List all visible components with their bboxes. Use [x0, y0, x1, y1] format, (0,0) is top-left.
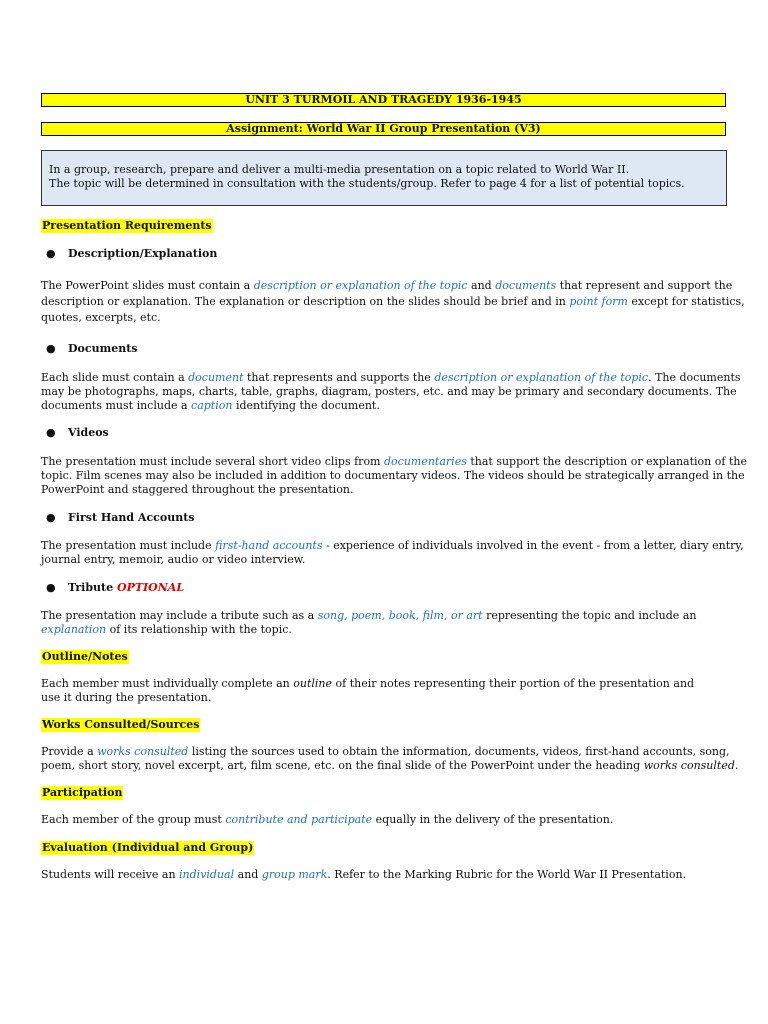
videos-heading: Videos — [68, 426, 109, 439]
emphasis: description or explanation of the topic — [253, 279, 468, 292]
documents-paragraph — [41, 371, 751, 413]
text: and — [234, 868, 262, 881]
bullet-icon: ● — [46, 511, 56, 524]
emphasis: documents — [495, 279, 557, 292]
firsthand-heading: First Hand Accounts — [68, 511, 195, 524]
emphasis: explanation — [41, 623, 107, 636]
emphasis: outline — [293, 677, 333, 690]
text: except for statistics, quotes, excerpts, etc. — [41, 295, 745, 324]
text: The presentation may include a tribute such as a — [41, 609, 318, 622]
text: - experience of individuals involved in the event - from a letter, diary entry, journal entry, memoir, audio or video interview. — [41, 539, 744, 566]
bullet-icon: ● — [46, 247, 56, 260]
emphasis: works consulted — [97, 745, 189, 758]
participation-paragraph — [41, 813, 751, 827]
evaluation-heading: Evaluation (Individual and Group) — [42, 841, 254, 854]
firsthand-paragraph — [41, 539, 751, 567]
documents-bullet — [46, 342, 137, 356]
emphasis: documentaries — [384, 455, 467, 468]
emphasis: caption — [191, 399, 233, 412]
outline-heading: Outline/Notes — [42, 650, 128, 663]
text: The presentation must include — [41, 539, 216, 552]
optional-label: OPTIONAL — [116, 581, 185, 594]
documents-heading: Documents — [68, 342, 138, 355]
text: Each member must individually complete an — [41, 677, 294, 690]
unit-title: UNIT 3 TURMOIL AND TRAGEDY 1936-1945 — [41, 93, 726, 107]
emphasis: description or explanation of the topic — [434, 371, 649, 384]
videos-paragraph — [41, 455, 751, 497]
evaluation-paragraph — [41, 868, 751, 882]
text: . — [734, 759, 739, 772]
tribute-heading: Tribute — [68, 581, 114, 594]
description-bullet — [46, 247, 217, 261]
intro-box — [41, 150, 727, 206]
bullet-icon: ● — [46, 581, 56, 594]
text: . Refer to the Marking Rubric for the World War II Presentation. — [327, 868, 687, 881]
emphasis: group mark — [261, 868, 328, 881]
text: that represents and supports the — [243, 371, 435, 384]
text: Each member of the group must — [41, 813, 226, 826]
text: Students will receive an — [41, 868, 180, 881]
emphasis: document — [188, 371, 244, 384]
emphasis: works consulted — [643, 759, 735, 772]
emphasis: point form — [569, 295, 628, 308]
text: listing the sources used to obtain the information, documents, videos, first-hand accounts, song, poem, short story, novel excerpt, art, film scene, etc. on the final slide of the PowerPoint under the heading — [41, 745, 730, 772]
emphasis: contribute and participate — [225, 813, 373, 826]
text: of its relationship with the topic. — [106, 623, 292, 636]
works-paragraph — [41, 745, 751, 773]
text: that represent and support the description or explanation. The explanation or description on the slides should be brief and in — [41, 279, 733, 308]
text: equally in the delivery of the presentation. — [372, 813, 614, 826]
outline-paragraph — [41, 677, 713, 705]
firsthand-bullet — [46, 511, 194, 525]
text: Each slide must contain a — [41, 371, 189, 384]
description-heading: Description/Explanation — [68, 247, 218, 260]
text: and — [467, 279, 496, 292]
description-paragraph — [41, 278, 751, 326]
text: representing the topic and include an — [482, 609, 697, 622]
emphasis: first-hand accounts — [215, 539, 323, 552]
videos-bullet — [46, 426, 109, 440]
tribute-bullet — [46, 581, 184, 595]
text: Provide a — [41, 745, 98, 758]
text: . The documents may be photographs, maps, charts, table, graphs, diagram, posters, etc. and may be primary and secondary documents. The documents must include a — [41, 371, 741, 412]
intro-line-1: In a group, research, prepare and deliver a multi-media presentation on a topic related to World War II. — [49, 163, 630, 176]
emphasis: song, poem, book, film, or art — [317, 609, 483, 622]
text: The PowerPoint slides must contain a — [41, 279, 254, 292]
participation-heading: Participation — [42, 786, 123, 799]
bullet-icon: ● — [46, 342, 56, 355]
text: identifying the document. — [232, 399, 380, 412]
bullet-icon: ● — [46, 426, 56, 439]
tribute-paragraph — [41, 609, 751, 637]
text: The presentation must include several short video clips from — [41, 455, 384, 468]
presentation-requirements-heading: Presentation Requirements — [42, 219, 212, 232]
text: that support the description or explanation of the topic. Film scenes may also be included in addition to documentary videos. The videos should be strategically arranged in the PowerPoint and staggered throughout the presentation. — [41, 455, 747, 496]
emphasis: individual — [179, 868, 235, 881]
intro-line-2: The topic will be determined in consultation with the students/group. Refer to page 4 for a list of potential topics. — [49, 177, 685, 190]
text: of their notes representing their portion of the presentation and use it during the presentation. — [41, 677, 695, 704]
works-heading: Works Consulted/Sources — [42, 718, 200, 731]
assignment-title: Assignment: World War II Group Presentation (V3) — [41, 122, 726, 136]
